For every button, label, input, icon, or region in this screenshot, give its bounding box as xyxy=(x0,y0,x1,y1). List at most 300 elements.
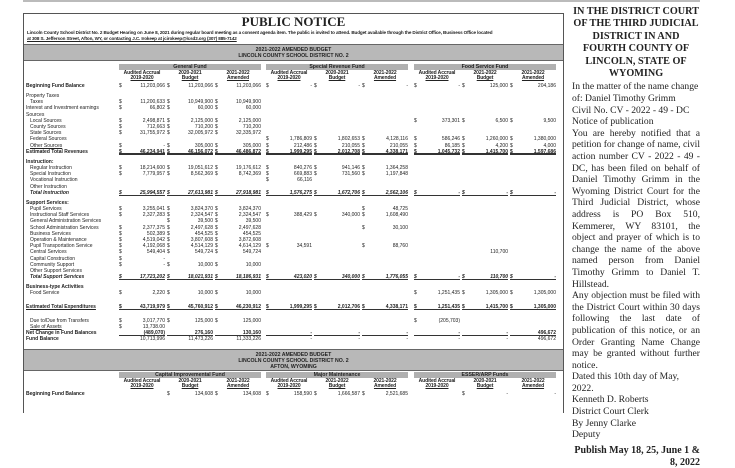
amount: 1,251,435 xyxy=(437,304,460,310)
amount: 125,000 xyxy=(489,83,508,89)
dollar-sign: $ xyxy=(119,224,122,231)
value-cell xyxy=(462,190,508,196)
amount: - xyxy=(406,83,408,89)
amount: 43,719,979 xyxy=(139,304,165,310)
amount: 3,872,608 xyxy=(238,237,261,243)
dollar-sign: $ xyxy=(314,391,317,397)
dollar-sign: $ xyxy=(215,224,218,231)
value-cell xyxy=(167,336,213,342)
dollar-sign: $ xyxy=(362,304,365,310)
value-cell xyxy=(414,149,460,155)
amount: 2,497,628 xyxy=(190,224,213,231)
amount: 32,005,972 xyxy=(187,130,213,137)
column-header-line: Amended xyxy=(373,383,397,390)
amount: 3,017,770 xyxy=(142,317,165,324)
column-header-line: 2019-2020 xyxy=(277,383,301,390)
amount: 10,713,996 xyxy=(139,336,165,343)
value-cell xyxy=(510,274,556,280)
dollar-sign: $ xyxy=(167,165,170,171)
value-cell xyxy=(167,190,213,196)
amount: 30,100 xyxy=(392,224,408,231)
dollar-sign: $ xyxy=(167,124,170,130)
dollar-sign: $ xyxy=(167,212,170,219)
amount: 210,055 xyxy=(341,142,360,149)
row-label: Pupil Transportation Service xyxy=(30,243,93,250)
column-header xyxy=(215,379,261,391)
column-header xyxy=(119,71,165,83)
dollar-sign: $ xyxy=(266,212,269,219)
amount: 1,597,686 xyxy=(533,148,556,155)
dollar-sign: $ xyxy=(215,304,218,310)
amount: 941,146 xyxy=(341,165,360,171)
budget-band-1 xyxy=(24,44,563,61)
value-cell xyxy=(266,304,312,310)
amount: 388,429 xyxy=(293,212,312,219)
signer-title: District Court Clerk xyxy=(572,406,649,418)
amount: 11,203,066 xyxy=(236,83,261,89)
dollar-sign: $ xyxy=(462,142,465,149)
row-label: Net Change in Fund Balances xyxy=(26,330,97,336)
fund-header: Food Service Fund xyxy=(414,64,556,70)
dollar-sign: $ xyxy=(215,261,218,268)
dollar-sign: $ xyxy=(414,290,417,297)
dollar-sign: $ xyxy=(266,274,269,281)
dollar-sign: $ xyxy=(119,124,122,130)
column-header-line: Budget xyxy=(328,75,346,82)
dollar-sign: $ xyxy=(462,136,465,143)
value-cell xyxy=(215,274,261,280)
dollar-sign: $ xyxy=(414,117,417,124)
column-header-line: 2020-2021 xyxy=(325,69,349,76)
dollar-sign: $ xyxy=(215,391,218,397)
row-label: Due to/Due from Transfers xyxy=(30,317,89,324)
column-header-line: Budget xyxy=(328,383,346,390)
intro-line-1: Lincoln County School District No. 2 Budget Hearing on June 8, 2021 during regular board meeting as a consent agenda item. The public is invited to attend. Budget available through the District Office, Business Office located xyxy=(27,30,493,35)
dollar-sign: $ xyxy=(215,189,218,196)
dollar-sign: $ xyxy=(314,136,317,143)
value-cell xyxy=(314,149,360,155)
value-cell xyxy=(414,336,460,342)
column-header xyxy=(462,379,508,391)
row-label: General Administration Services xyxy=(30,218,102,225)
dollar-sign: $ xyxy=(362,212,365,219)
civil-number: Civil No. CV - 2022 - 49 - DC xyxy=(572,104,690,116)
amount: 549,404 xyxy=(146,249,165,256)
value-cell xyxy=(510,391,556,397)
value-cell xyxy=(215,149,261,155)
amount: 11,200,633 xyxy=(140,99,165,106)
amount: 496,672 xyxy=(537,336,556,343)
amount: 13,738.00 xyxy=(142,323,165,330)
dollar-sign: $ xyxy=(119,117,122,124)
dollar-sign: $ xyxy=(167,243,170,250)
amount: 17,723,202 xyxy=(139,274,165,281)
dollar-sign: $ xyxy=(462,117,465,124)
amount: 710,200 xyxy=(194,124,213,130)
amount: 130,160 xyxy=(242,330,261,336)
deputy-name: By Jenny Clarke xyxy=(572,417,636,429)
dollar-sign: $ xyxy=(215,83,218,89)
amount: 158,590 xyxy=(293,391,312,397)
value-cell xyxy=(215,190,261,196)
amount: 3,255,041 xyxy=(142,206,165,212)
amount: 4,338,171 xyxy=(385,304,408,310)
amount: 2,324,547 xyxy=(190,212,213,219)
amount: 8,742,369 xyxy=(238,171,261,178)
value-cell xyxy=(414,190,460,196)
row-label: Business-type Activities xyxy=(26,284,84,291)
amount: 2,497,628 xyxy=(238,224,261,231)
amount: 3,824,370 xyxy=(238,206,261,212)
notice-of-publication: Notice of publication xyxy=(572,116,654,128)
dollar-sign: $ xyxy=(119,130,122,137)
petition-paragraph: You are hereby notified that a petition for change of name, civil action number CV - 2022 - 49 - DC, has been filed on behalf of Daniel Timothy Grimm in the Wyoming District Court for the Third Judicial District, whose address is PO Box 510, Kemmerer, WY 83101, the object and prayer of which is to change the name of the above named person from Daniel Timothy Grimm to Daniel T. Hillstead. xyxy=(572,127,700,290)
amount: - xyxy=(163,142,165,149)
fund-header: Capital Improvemental Fund xyxy=(119,372,261,378)
amount: 586,246 xyxy=(441,136,460,143)
value-cell xyxy=(462,391,508,397)
dollar-sign: $ xyxy=(215,243,218,250)
dollar-sign: $ xyxy=(119,274,122,281)
amount: 125,000 xyxy=(242,317,261,324)
fund-header: ESSER/ARP Funds xyxy=(414,372,556,378)
column-header xyxy=(510,71,556,83)
amount: 27,613,981 xyxy=(187,189,213,196)
band-district: LINCOLN COUNTY SCHOOL DISTRICT NO. 2 xyxy=(238,358,349,364)
dollar-sign: $ xyxy=(167,105,170,112)
amount: 212,486 xyxy=(293,142,312,149)
amount: 10,000 xyxy=(245,261,261,268)
dollar-sign: $ xyxy=(167,171,170,178)
amount: - xyxy=(458,83,460,89)
column-header-line: Budget xyxy=(476,75,494,82)
dollar-sign: $ xyxy=(215,212,218,219)
dollar-sign: $ xyxy=(167,224,170,231)
amount: 110,700 xyxy=(490,274,508,281)
amount: 10,949,900 xyxy=(235,99,261,106)
dollar-sign: $ xyxy=(215,105,218,112)
value-cell xyxy=(215,290,261,296)
table-row xyxy=(24,149,563,155)
column-header-line: 2021-2022 xyxy=(521,69,545,76)
dollar-sign: $ xyxy=(362,83,365,89)
amount: 19,176,612 xyxy=(235,165,261,171)
value-cell xyxy=(167,290,213,296)
dollar-sign: $ xyxy=(119,249,122,256)
dollar-sign: $ xyxy=(167,237,170,243)
dollar-sign: $ xyxy=(167,206,170,212)
dollar-sign: $ xyxy=(167,304,170,310)
amount: 2,012,706 xyxy=(337,304,360,310)
dollar-sign: $ xyxy=(314,274,317,281)
amount: 1,251,435 xyxy=(437,290,460,297)
value-cell xyxy=(119,336,165,342)
value-cell xyxy=(119,149,165,155)
dollar-sign: $ xyxy=(414,148,417,155)
row-label: Total Support Services xyxy=(30,274,85,281)
table-row xyxy=(24,83,563,89)
dollar-sign: $ xyxy=(266,243,269,250)
amount: - xyxy=(358,330,360,336)
amount: - xyxy=(554,189,556,196)
dollar-sign: $ xyxy=(119,255,122,262)
amount: 10,000 xyxy=(245,290,261,297)
value-cell xyxy=(362,190,408,196)
court-notice xyxy=(572,6,700,468)
amount: - xyxy=(358,83,360,89)
value-cell xyxy=(510,149,556,155)
value-cell xyxy=(362,391,408,397)
value-cell xyxy=(414,83,460,89)
amount: - xyxy=(458,189,460,196)
amount: 18,186,931 xyxy=(235,274,261,281)
amount: 1,305,000 xyxy=(485,290,508,297)
amount: - xyxy=(163,261,165,268)
dollar-sign: $ xyxy=(215,290,218,297)
dollar-sign: $ xyxy=(314,165,317,171)
column-header-line: Amended xyxy=(373,75,397,82)
dollar-sign: $ xyxy=(119,171,122,178)
table-row xyxy=(24,190,563,196)
amount: - xyxy=(458,330,460,336)
column-header-line: 2020-2021 xyxy=(178,377,202,384)
band-location: AFTON, WYOMING xyxy=(270,364,317,370)
value-cell xyxy=(167,304,213,310)
signer: Kenneth D. Roberts xyxy=(572,394,649,406)
row-label: Regular Instruction xyxy=(30,165,72,171)
row-label: Instructional Staff Services xyxy=(30,212,90,219)
amount: 18,021,931 xyxy=(187,274,213,281)
dollar-sign: $ xyxy=(119,165,122,171)
amount: 6,500 xyxy=(495,117,508,124)
column-header-line: 2020-2021 xyxy=(178,69,202,76)
value-cell xyxy=(362,83,408,89)
amount: 34,591 xyxy=(296,243,312,250)
value-cell xyxy=(462,290,508,296)
dollar-sign: $ xyxy=(362,206,365,212)
dollar-sign: $ xyxy=(510,142,513,149)
table-row xyxy=(24,304,563,310)
amount: 1,380,000 xyxy=(533,136,556,143)
dollar-sign: $ xyxy=(215,206,218,212)
value-cell xyxy=(462,149,508,155)
amount: 4,519,042 xyxy=(142,237,165,243)
column-header xyxy=(362,71,408,83)
table-row xyxy=(24,290,563,296)
value-cell xyxy=(314,391,360,397)
value-cell xyxy=(167,274,213,280)
amount: 1,999,295 xyxy=(289,148,312,155)
row-label: Other Support Services xyxy=(30,268,82,274)
amount: 11,203,066 xyxy=(188,83,213,89)
amount: 4,192,068 xyxy=(142,243,165,250)
amount: 4,614,129 xyxy=(238,243,261,250)
amount: 710,200 xyxy=(242,124,261,130)
row-label: Other Instruction xyxy=(30,183,67,190)
amount: - xyxy=(554,274,556,281)
amount: 502,389 xyxy=(146,230,165,237)
amount: 4,128,116 xyxy=(386,136,408,143)
dollar-sign: $ xyxy=(119,142,122,149)
value-cell xyxy=(362,304,408,310)
dollar-sign: $ xyxy=(510,304,513,310)
value-cell xyxy=(119,304,165,310)
amount: 1,776,055 xyxy=(385,274,408,281)
amount: - xyxy=(458,336,460,343)
amount: 11,203,066 xyxy=(140,83,165,89)
dollar-sign: $ xyxy=(462,391,465,397)
value-cell xyxy=(266,290,312,296)
value-cell xyxy=(266,149,312,155)
column-header xyxy=(362,379,408,391)
value-cell xyxy=(462,83,508,89)
intro-line-2: at 308 S. Jefferson Street, Afton, WY, or contacting J.C. Irokeep at jcirokeep@lcsd2.org (307) 885-7142 xyxy=(27,36,237,41)
band-district: LINCOLN COUNTY SCHOOL DISTRICT NO. 2 xyxy=(238,53,349,59)
dollar-sign: $ xyxy=(167,391,170,397)
dollar-sign: $ xyxy=(414,136,417,143)
fund-header: Special Revenue Fund xyxy=(266,64,408,70)
value-cell xyxy=(462,274,508,280)
amount: 454,525 xyxy=(242,230,261,237)
amount: 1,802,653 xyxy=(337,136,360,143)
value-cell xyxy=(119,290,165,296)
row-label: Special Instruction xyxy=(30,171,71,178)
amount: 4,000 xyxy=(543,142,556,149)
dollar-sign: $ xyxy=(215,249,218,256)
dollar-sign: $ xyxy=(266,142,269,149)
dollar-sign: $ xyxy=(414,304,417,310)
column-header-line: Audited Accrual xyxy=(270,69,308,76)
amount: 125,000 xyxy=(194,317,213,324)
dollar-sign: $ xyxy=(314,171,317,178)
column-header-line: Audited Accrual xyxy=(123,69,161,76)
column-header-line: 2019-2020 xyxy=(425,75,449,82)
value-cell xyxy=(510,304,556,310)
value-cell xyxy=(414,391,460,397)
dollar-sign: $ xyxy=(462,274,465,281)
dollar-sign: $ xyxy=(510,83,513,89)
amount: 712,663 xyxy=(146,124,165,130)
column-header-line: 2021-2022 xyxy=(473,69,497,76)
row-label: Central Services xyxy=(30,249,67,256)
dollar-sign: $ xyxy=(266,177,269,184)
column-header-line: 2021-2022 xyxy=(521,377,545,384)
dollar-sign: $ xyxy=(266,165,269,171)
amount: 423,020 xyxy=(293,274,312,281)
amount: 2,324,547 xyxy=(238,212,261,219)
fund-header: Major Maintenance xyxy=(266,372,408,378)
column-header xyxy=(119,379,165,391)
dollar-sign: $ xyxy=(462,83,465,89)
dollar-sign: $ xyxy=(462,290,465,297)
amount: - xyxy=(506,189,508,196)
dollar-sign: $ xyxy=(314,83,317,89)
amount: 48,725 xyxy=(392,206,408,212)
dollar-sign: $ xyxy=(167,230,170,237)
dollar-sign: $ xyxy=(167,317,170,324)
dollar-sign: $ xyxy=(314,142,317,149)
amount: 66,802 xyxy=(149,105,165,112)
dollar-sign: $ xyxy=(314,212,317,219)
dollar-sign: $ xyxy=(167,249,170,256)
row-label: Local Sources xyxy=(30,117,62,124)
amount: 1,672,706 xyxy=(337,189,360,196)
column-header-line: 2021-2022 xyxy=(325,377,349,384)
page-rule xyxy=(23,0,700,2)
row-label: Federal Sources xyxy=(30,136,67,143)
amount: - xyxy=(406,336,408,343)
value-cell xyxy=(314,336,360,342)
amount: 373,301 xyxy=(441,117,460,124)
budget-band-2 xyxy=(24,349,563,371)
amount: 454,525 xyxy=(194,230,213,237)
column-header-line: Budget xyxy=(181,383,199,390)
amount: - xyxy=(163,255,165,262)
column-header xyxy=(266,71,312,83)
amount: 2,498,871 xyxy=(142,117,165,124)
row-label: Fund Balance xyxy=(26,336,59,343)
dollar-sign: $ xyxy=(167,83,170,89)
row-label: Business Services xyxy=(30,230,71,237)
value-cell xyxy=(167,83,213,89)
dollar-sign: $ xyxy=(362,165,365,171)
amount: 2,521,685 xyxy=(385,391,408,397)
amount: - xyxy=(406,330,408,336)
row-label: Sources xyxy=(26,111,45,118)
amount: 1,999,295 xyxy=(289,304,312,310)
amount: - xyxy=(310,83,312,89)
dollar-sign: $ xyxy=(119,99,122,106)
amount: 88,760 xyxy=(392,243,408,250)
value-cell xyxy=(414,304,460,310)
dollar-sign: $ xyxy=(266,83,269,89)
amount: 25,994,557 xyxy=(139,189,165,196)
amount: - xyxy=(506,336,508,343)
dollar-sign: $ xyxy=(119,261,122,268)
value-cell xyxy=(266,190,312,196)
amount: 2,327,283 xyxy=(142,212,165,219)
dollar-sign: $ xyxy=(362,148,365,155)
amount: 32,335,972 xyxy=(235,130,261,137)
table-row xyxy=(24,391,563,397)
amount: 110,700 xyxy=(490,249,508,256)
dollar-sign: $ xyxy=(119,189,122,196)
amount: 496,672 xyxy=(537,330,556,336)
dollar-sign: $ xyxy=(167,130,170,137)
row-label: Sale of Assets xyxy=(30,323,62,330)
value-cell xyxy=(266,391,312,397)
dollar-sign: $ xyxy=(510,117,513,124)
column-header xyxy=(510,379,556,391)
amount: - xyxy=(506,330,508,336)
value-cell xyxy=(167,149,213,155)
dollar-sign: $ xyxy=(314,304,317,310)
amount: 2,377,375 xyxy=(142,224,165,231)
value-cell xyxy=(119,391,165,397)
amount: 1,305,000 xyxy=(533,304,556,310)
amount: 549,724 xyxy=(242,249,261,256)
column-header-line: Amended xyxy=(521,383,545,390)
dollar-sign: $ xyxy=(362,243,365,250)
amount: 1,786,809 xyxy=(289,136,312,143)
column-header xyxy=(266,379,312,391)
table-row xyxy=(24,336,563,342)
amount: 134,608 xyxy=(194,391,213,397)
value-cell xyxy=(314,304,360,310)
matter: In the matter of the name change of: Daniel Timothy Grimm xyxy=(572,81,699,105)
amount: (205,703) xyxy=(438,317,460,324)
dollar-sign: $ xyxy=(167,117,170,124)
